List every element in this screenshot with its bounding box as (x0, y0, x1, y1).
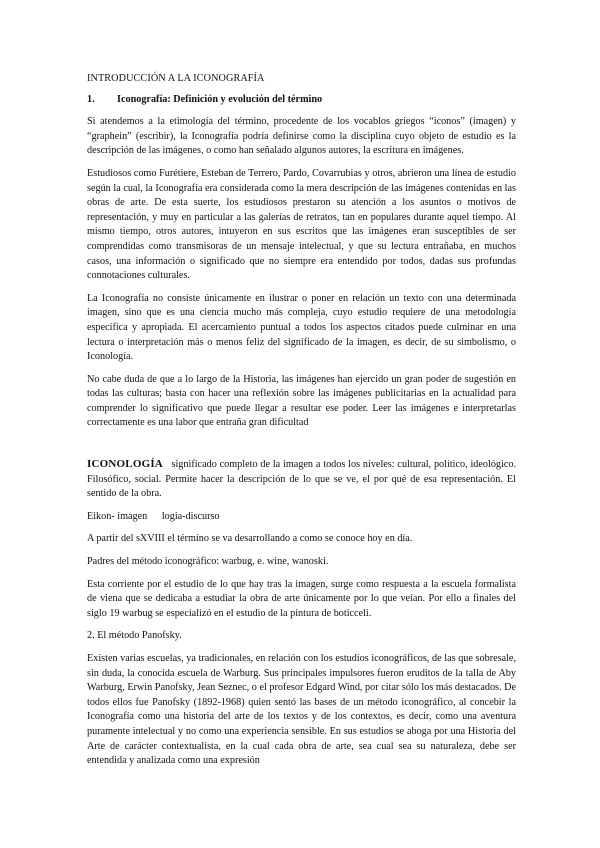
paragraph-history: No cabe duda de que a lo largo de la Historia, las imágenes han ejercido un gran poder de sugestión en todas las culturas; basta con hacer una reflexión sobre las imágenes publicitarias en la actualidad para comprender lo significativo que puede llegar a resultar ese poder. Leer las imágenes e interpretarlas correctamente es una labor que entraña gran dificultad (87, 373, 516, 429)
section-1-number: 1. (87, 93, 95, 105)
etymology-eikon: Eikon- imagen (87, 510, 148, 522)
note-xviii: A partir del sXVIII el término se va desarrollando a como se conoce hoy en día. (87, 533, 413, 545)
paragraph-scholars: Estudiosos como Furétiere, Esteban de Terrero, Pardo, Covarrubias y otros, abrieron una línea de estudio según la cual, la Iconografía era considerada como la mera descripción de las imágenes contenidas en las obras de arte. De esta suerte, los estudiosos prestaron su atención a los asuntos o motivos de representación, y muy en particular a las galerías de retratos, tan en populares durante aquel tiempo. Al mismo tiempo, otros autores, intuyeron en sus escritos que las imágenes eran susceptibles de ser comprendidas como transmisoras de un mensaje intelectual, y que su lectura entrañaba, en muchos casos, una información o significado que no siempre era entendido por todos, dadas sus profundas connotaciones culturales. (87, 167, 516, 282)
document-title: INTRODUCCIÓN A LA ICONOGRAFÍA (87, 73, 265, 84)
paragraph-panofsky: Existen varias escuelas, ya tradicionales, en relación con los estudios iconográficos, de las que sobresale, sin duda, la conocida escuela de Warburg. Sus principales impulsores fueron eruditos de la talla de Aby Warburg, Erwin Panofsky, Jean Seznec, o el profesor Edgard Wind, por citar sólo los más destacados. De todos ellos fue Panofsky (1892-1968) quien sentó las bases de un método iconográfico, al concebir la Iconografía como una historia del arte de los textos y de los contextos, es decir, como una aventura puramente intelectual y no como una experiencia sensible. En sus estudios se aboga por una Historia del Arte de carácter contextualista, en la cual cada obra de arte, sea cual sea su naturaleza, debe ser entendida y analizada como una expresión (87, 653, 516, 767)
spacer (87, 439, 516, 457)
etymology-line (87, 510, 516, 525)
section-1-title: Iconografía: Definición y evolución del término (117, 93, 323, 105)
note-current: Esta corriente por el estudio de lo que hay tras la imagen, surge como respuesta a la escuela formalista de viena que se dedicaba a estudiar la obra de arte únicamente por lo que veían. Por ello a finales del siglo 19 warbug se especializó en el estudio de la pintura de boticceli. (87, 578, 516, 619)
paragraph-methodology: La Iconografía no consiste únicamente en ilustrar o poner en relación un texto con una determinada imagen, sino que es una ciencia mucho más compleja, cuyo estudio requiere de una metodología específica y apropiada. El acercamiento puntual a todos los aspectos citados puede culminar en una lectura o interpretación más o menos feliz del significado de la imagen, es decir, de su simbolismo, o Iconología. (87, 292, 516, 363)
section-1-heading (87, 93, 516, 108)
paragraph-etymology: Si atendemos a la etimología del término, procedente de los vocablos griegos “iconos” (imagen) y “graphein” (escribir), la Iconografía podría definirse como la disciplina cuyo objeto de estudio es la descripción de las imágenes, o como han señalado algunos autores, la escritura en imágenes. (87, 116, 516, 157)
paragraph-iconologia (87, 457, 516, 502)
note-fathers: Padres del método iconográfico: warbug, e. wine, wanoski. (87, 556, 329, 568)
document-page (87, 72, 516, 777)
section-2-heading: 2. El método Panofsky. (87, 630, 182, 642)
iconologia-term: ICONOLOGÍA (87, 458, 163, 471)
etymology-logia: logia-discurso (161, 510, 220, 522)
iconologia-definition: significado completo de la imagen a todos los niveles: cultural, político, ideológico. Filosófico, social. Permite hacer la descripción de lo que se ve, el por qué de esa representación. El sentido de la obra. (87, 459, 517, 500)
